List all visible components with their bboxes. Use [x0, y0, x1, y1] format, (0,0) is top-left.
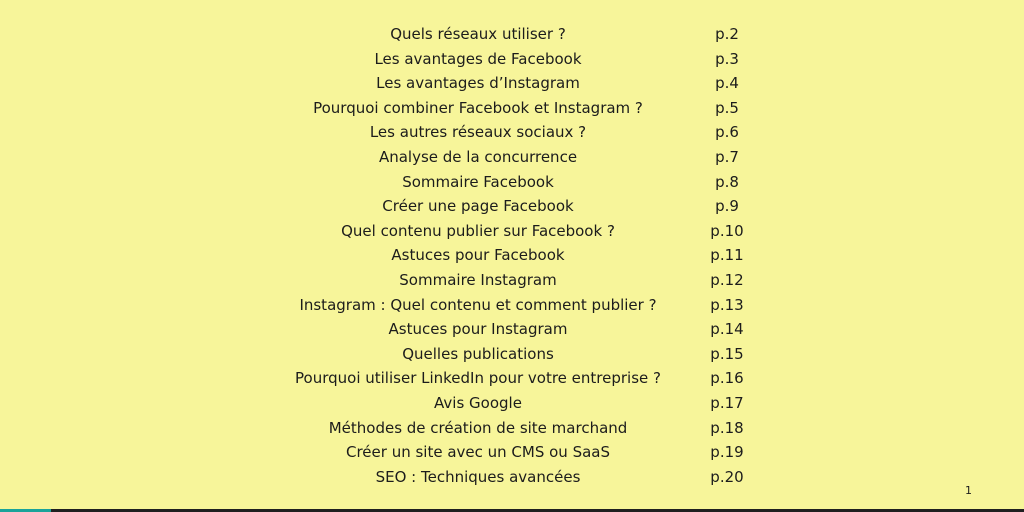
toc-entry[interactable] [0, 194, 1024, 219]
toc-entry-page: p.14 [710, 320, 744, 339]
page-number: 1 [965, 484, 972, 497]
toc-entry-page: p.20 [710, 467, 744, 486]
toc-entry[interactable] [0, 391, 1024, 416]
toc-entry-title: Avis Google [434, 393, 522, 412]
toc-entry-title: Instagram : Quel contenu et comment publier ? [299, 295, 657, 314]
toc-entry[interactable] [0, 219, 1024, 244]
toc-entry-title: Astuces pour Facebook [391, 246, 565, 265]
toc-entry-title: Les autres réseaux sociaux ? [369, 123, 587, 142]
toc-entry-title: Quelles publications [402, 344, 554, 363]
toc-entry[interactable] [0, 342, 1024, 367]
toc-entry[interactable] [0, 317, 1024, 342]
toc-entry-title: Pourquoi combiner Facebook et Instagram ? [313, 98, 643, 117]
toc-entry-title: Astuces pour Instagram [388, 320, 568, 339]
toc-entry-title: Créer une page Facebook [382, 197, 574, 216]
toc-entry-title: Les avantages de Facebook [374, 49, 582, 68]
table-of-contents [0, 22, 1024, 489]
toc-entry-page: p.8 [715, 172, 739, 191]
toc-entry-page: p.15 [710, 344, 744, 363]
toc-entry-page: p.11 [710, 246, 744, 265]
toc-entry[interactable] [0, 268, 1024, 293]
toc-entry-page: p.19 [710, 443, 744, 462]
toc-entry-page: p.7 [715, 147, 739, 166]
toc-entry[interactable] [0, 145, 1024, 170]
toc-entry[interactable] [0, 47, 1024, 72]
toc-entry-page: p.10 [710, 221, 744, 240]
toc-entry[interactable] [0, 440, 1024, 465]
toc-entry-page: p.16 [710, 369, 744, 388]
toc-entry-page: p.18 [710, 418, 744, 437]
toc-entry[interactable] [0, 22, 1024, 47]
toc-entry-title: Sommaire Instagram [399, 270, 557, 289]
toc-entry-title: Quels réseaux utiliser ? [390, 25, 566, 43]
toc-entry-title: Sommaire Facebook [402, 172, 554, 191]
toc-entry-title: Pourquoi utiliser LinkedIn pour votre entreprise ? [295, 369, 661, 388]
toc-entry[interactable] [0, 96, 1024, 121]
toc-entry-title: Les avantages d’Instagram [376, 74, 580, 93]
toc-entry-page: p.3 [715, 49, 739, 68]
toc-entry-title: Quel contenu publier sur Facebook ? [341, 221, 615, 240]
toc-entry[interactable] [0, 120, 1024, 145]
toc-entry-page: p.12 [710, 270, 744, 289]
toc-entry-page: p.4 [715, 74, 739, 93]
toc-entry-page: p.6 [715, 123, 739, 142]
toc-entry[interactable] [0, 416, 1024, 441]
toc-entry[interactable] [0, 243, 1024, 268]
toc-entry-page: p.5 [715, 98, 739, 117]
toc-entry[interactable] [0, 465, 1024, 490]
toc-entry[interactable] [0, 293, 1024, 318]
toc-entry-page: p.9 [715, 197, 739, 216]
toc-entry-page: p.13 [710, 295, 744, 314]
toc-entry-title: Analyse de la concurrence [378, 147, 578, 166]
toc-entry[interactable] [0, 71, 1024, 96]
toc-entry-page: p.2 [715, 25, 739, 43]
toc-entry[interactable] [0, 170, 1024, 195]
toc-entry-title: Créer un site avec un CMS ou SaaS [345, 443, 611, 462]
toc-entry-page: p.17 [710, 393, 744, 412]
toc-entry[interactable] [0, 366, 1024, 391]
toc-entry-title: Méthodes de création de site marchand [328, 418, 628, 437]
toc-entry-title: SEO : Techniques avancées [375, 467, 581, 486]
